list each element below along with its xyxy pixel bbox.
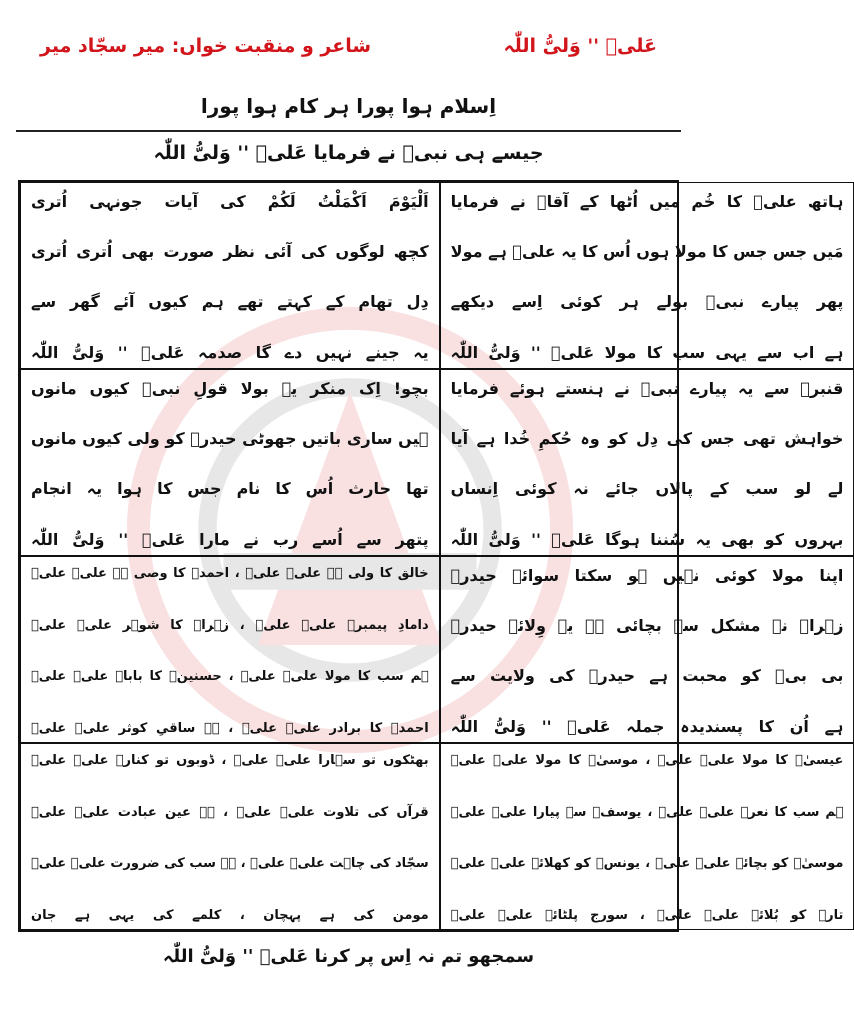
verse-line: ہاتھ علیؑ کا خُم میں اُٹھا کے آقاؐ نے فرمایا	[450, 192, 844, 211]
verse-cell	[20, 182, 440, 369]
verse-cell	[440, 556, 854, 743]
verse-line: بہروں کو بھی یہ سُننا ہوگا عَلیؑ '' وَلیُّ اللّٰہ	[450, 529, 844, 549]
page-title: عَلیؑ '' وَلیُّ اللّٰہ	[503, 35, 657, 57]
poet-credit: شاعر و منقبت خواں: میر سجّاد میر	[40, 35, 372, 57]
verse-line: بی بیؑ کو محبت ہے حیدرؑ کی ولایت سے	[450, 666, 844, 686]
verse-line: احمدؐ کا برادر علیؑ علیؑ ، ہے ساقیِ کوثر علیؑ علیؑ	[31, 720, 429, 736]
verse-line: خواہش تھی جس کی دِل کو وہ حُکمِ خُدا ہے آیا	[450, 429, 844, 449]
verse-grid	[18, 180, 844, 932]
verse-cell	[20, 743, 440, 930]
verse-line: پتھر سے اُسے رب نے مارا عَلیؑ '' وَلیُّ اللّٰہ	[31, 529, 429, 549]
verse-cell	[440, 743, 854, 930]
verse-line: ہم سب کا نعرہ علیؑ علیؑ ، یوسفؑ سے پیارا علیؑ علیؑ	[450, 804, 844, 820]
verse-cell	[20, 369, 440, 556]
verse-cell	[20, 556, 440, 743]
verse-line: لے لو سب کے پالاں جائے نہ کوئی اِنساں	[450, 479, 844, 499]
verse-line: بھٹکوں تو سہارا علیؑ علیؑ ، ڈوبوں تو کنارہ علیؑ علیؑ	[31, 753, 429, 768]
verse-line: زہراؑ نے مشکل سے بچائی ہے یہ وِلائے حیدرؑ	[450, 616, 844, 636]
verse-line: سجّاد کی چاہت علیؑ علیؑ ، ہے سب کی ضرورت علیؑ علیؑ	[31, 856, 429, 872]
verse-cell	[440, 369, 854, 556]
verse-line: عیسیٰؑ کا مولا علیؑ علیؑ ، موسیٰؑ کا مولا علیؑ علیؑ	[450, 753, 844, 768]
verse-line: تھا حارث اُس کا نام جس کا ہوا یہ انجام	[31, 479, 429, 499]
verse-line: بچو! اِک منکر یہ بولا قولِ نبیؐ کیوں مانوں	[31, 379, 429, 398]
verse-line: قنبرؓ سے یہ پیارے نبیؐ نے ہنستے ہوئے فرمایا	[450, 379, 844, 398]
verse-line: قرآں کی تلاوت علیؑ علیؑ ، ہے عین عبادت علیؑ علیؑ	[31, 804, 429, 820]
header	[10, 8, 687, 66]
verse-line: دِل تھام کے کہتے تھے ہم کیوں آئے گھر سے	[31, 292, 429, 312]
verse-line: دامادِ پیمبرؐ علیؑ علیؑ ، زہراؑ کا شوہر علیؑ علیؑ	[31, 617, 429, 633]
verse-line: خالق کا ولی ہے علیؑ علیؑ ، احمدؐ کا وصی ہے علیؑ علیؑ	[31, 566, 429, 581]
divider	[16, 130, 681, 132]
verse-line: موسیٰؑ کو بچائے علیؑ علیؑ ، یونسؑ کو کھلائے علیؑ علیؑ	[450, 856, 844, 872]
verse-line: اپنا مولا کوئی نہیں ہو سکتا سوائے حیدرؑ	[450, 566, 844, 585]
intro-line: جیسے ہی نبیؐ نے فرمایا عَلیؑ '' وَلیُّ اللّٰہ	[153, 142, 544, 164]
footer-line: سمجھو تم نہ اِس پر کرنا عَلیؑ '' وَلیُّ اللّٰہ	[162, 946, 535, 967]
verse-line: ہے اب سے یہی سب کا مولا عَلیؑ '' وَلیُّ اللّٰہ	[450, 342, 844, 362]
verse-line: پھر پیارے نبیؐ بولے ہر کوئی اِسے دیکھے	[450, 292, 844, 312]
verse-cell	[440, 182, 854, 369]
verse-line: مومن کی ہے پہچان ، کلمے کی یہی ہے جان	[31, 907, 429, 923]
verse-line: ہے اُن کا پسندیدہ جملہ عَلیؑ '' وَلیُّ اللّٰہ	[450, 716, 844, 736]
verse-line: ہیں ساری باتیں جھوٹی حیدرؑ کو ولی کیوں مانوں	[31, 429, 429, 449]
verse-line: تارے کو بُلائے علیؑ علیؑ ، سورج پلٹائے علیؑ علیؑ	[450, 907, 844, 923]
verse-line: ہم سب کا مولا علیؑ علیؑ ، حسنینؑ کا باباؑ علیؑ علیؑ	[31, 669, 429, 685]
verse-line: کچھ لوگوں کی آئی نظر صورت بھی اُتری اُتری	[31, 242, 429, 262]
verse-line: مَیں جس جس کا مولا ہوں اُس کا یہ علیؑ ہے مولا	[450, 242, 844, 262]
subtitle: اِسلام ہوا پورا ہر کام ہوا پورا	[200, 94, 497, 118]
verse-line: اَلْیَوْمَ اَکْمَلْتُ لَکُمْ کی آیات جونہی اُتری	[31, 192, 429, 211]
verse-line: یہ جینے نہیں دے گا صدمہ عَلیؑ '' وَلیُّ اللّٰہ	[31, 342, 429, 362]
